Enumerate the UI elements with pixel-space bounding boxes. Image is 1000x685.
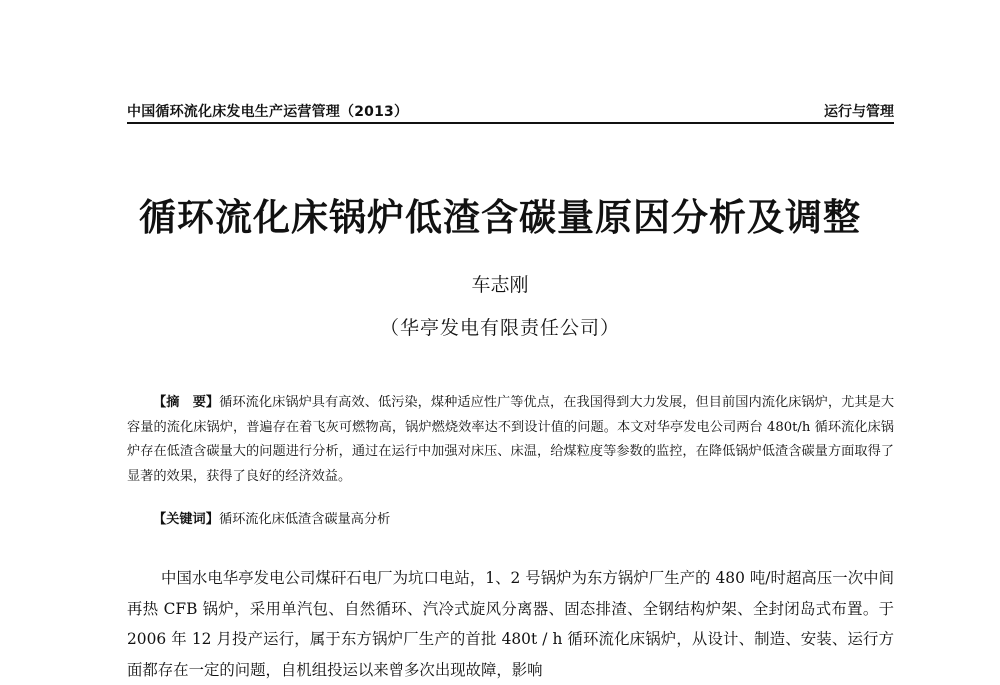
abstract bbox=[127, 391, 894, 489]
keywords-label: 【关键词】 bbox=[153, 512, 219, 527]
running-header bbox=[127, 98, 894, 124]
author-name: 车志刚 bbox=[471, 274, 529, 296]
paper-title: 循环流化床锅炉低渣含碳量原因分析及调整 bbox=[139, 196, 861, 239]
abstract-text: 循环流化床锅炉具有高效、低污染，煤种适应性广等优点，在我国得到大力发展，但目前国内流化床锅炉，尤其是大容量的流化床锅炉，普遍存在着飞灰可燃物高，锅炉燃烧效率达不到设计值的问题。本文对华亭发电公司两台 480t/h 循环流化床锅炉存在低渣含碳量大的问题进行分析，通过在运行中加强对床压、床温，给煤粒度等参数的监控，在降低锅炉低渣含碳量方面取得了显著的效果，获得了良好的经济效益。 bbox=[127, 395, 895, 484]
author-affiliation: （华亭发电有限责任公司） bbox=[379, 317, 620, 339]
journal-name: 中国循环流化床发电生产运营管理（2013） bbox=[127, 104, 409, 120]
keywords bbox=[127, 508, 894, 532]
keywords-text: 循环流化床低渣含碳量高分析 bbox=[218, 512, 391, 527]
body-paragraph: 中国水电华亭发电公司煤矸石电厂为坑口电站，1、2 号锅炉为东方锅炉厂生产的 480 吨/时超高压一次中间再热 CFB 锅炉，采用单汽包、自然循环、汽冷式旋风分离器、固态排渣、全钢结构炉架、全封闭岛式布置。于 2006 年 12 月投产运行，属于东方锅炉厂生产的首批 480t / h 循环流化床锅炉，从设计、制造、安装、运行方面都存在一定的问题，自机组投运以来曾多次出现故障，影响 bbox=[127, 569, 894, 679]
section-name: 运行与管理 bbox=[824, 104, 894, 120]
abstract-label: 【摘 要】 bbox=[153, 395, 220, 410]
